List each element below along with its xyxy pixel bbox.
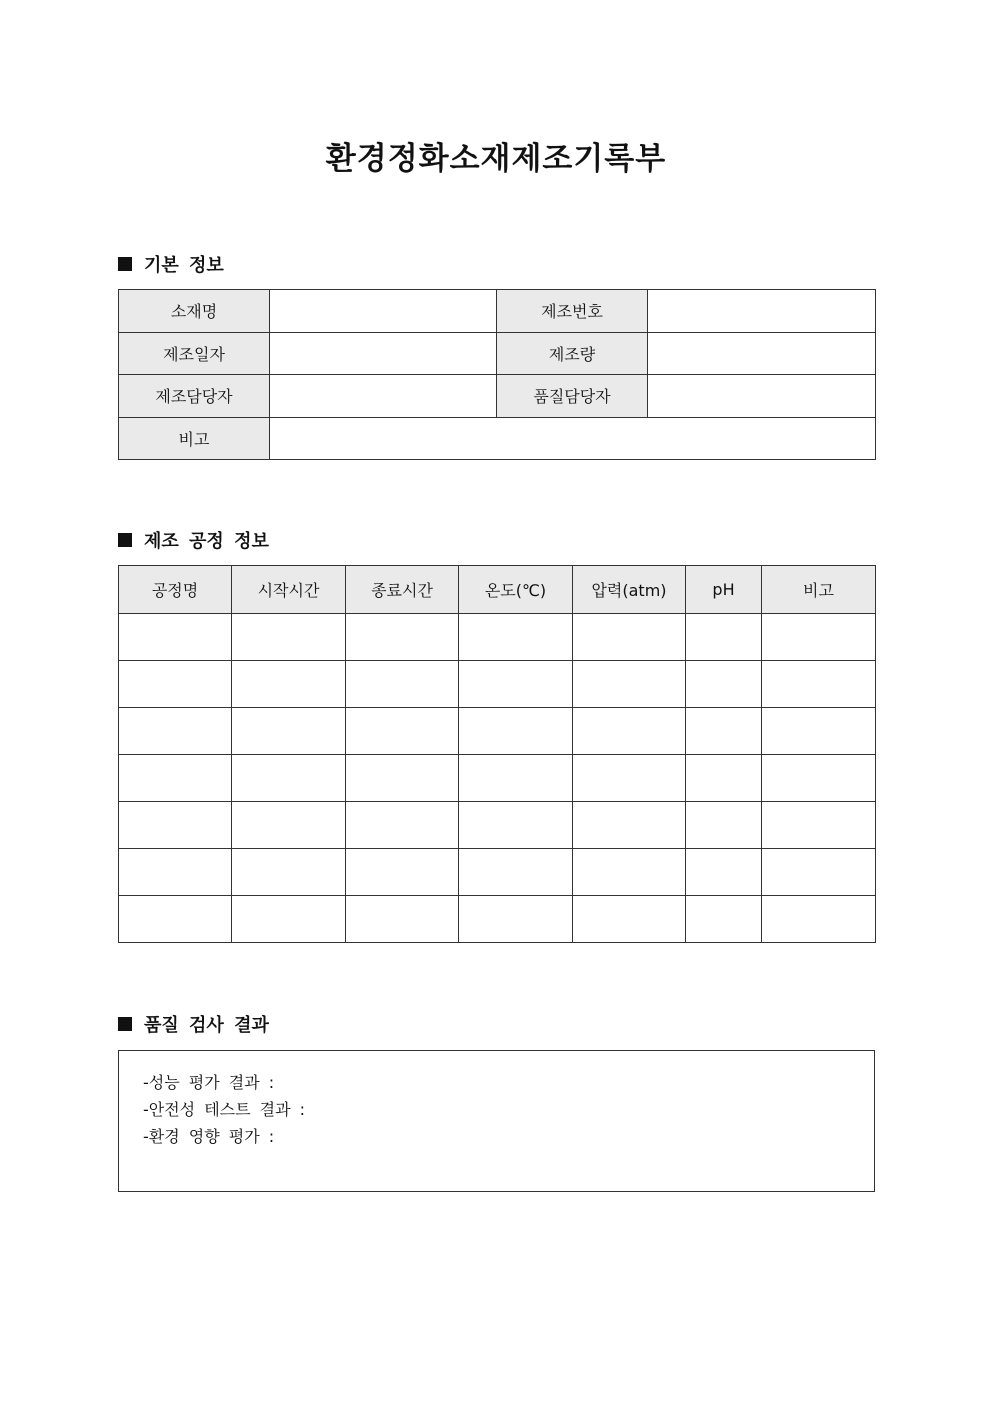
label-batch-number: 제조번호 xyxy=(497,290,648,333)
table-cell[interactable] xyxy=(346,661,459,708)
section-heading-basic-text: 기본 정보 xyxy=(144,255,224,276)
field-remarks[interactable] xyxy=(270,417,876,460)
field-manufacture-date[interactable] xyxy=(270,332,497,375)
table-cell[interactable] xyxy=(346,755,459,802)
label-material-name: 소재명 xyxy=(119,290,270,333)
table-cell[interactable] xyxy=(232,708,346,755)
table-row xyxy=(119,661,876,708)
table-row xyxy=(119,375,876,418)
table-cell[interactable] xyxy=(232,755,346,802)
table-cell[interactable] xyxy=(762,614,876,661)
table-cell[interactable] xyxy=(762,802,876,849)
table-cell[interactable] xyxy=(459,708,573,755)
table-cell[interactable] xyxy=(346,708,459,755)
table-row xyxy=(119,614,876,661)
label-remarks: 비고 xyxy=(119,417,270,460)
field-production-manager[interactable] xyxy=(270,375,497,418)
document-title: 환경정화소재제조기록부 xyxy=(325,141,667,177)
table-row xyxy=(119,417,876,460)
field-quantity[interactable] xyxy=(648,332,876,375)
table-cell[interactable] xyxy=(232,896,346,943)
table-row xyxy=(119,290,876,333)
table-cell[interactable] xyxy=(459,896,573,943)
table-cell[interactable] xyxy=(573,661,686,708)
label-quantity: 제조량 xyxy=(497,332,648,375)
table-cell[interactable] xyxy=(686,614,762,661)
section-heading-process-text: 제조 공정 정보 xyxy=(144,531,269,552)
table-cell[interactable] xyxy=(762,849,876,896)
table-cell[interactable] xyxy=(686,755,762,802)
section-heading-basic xyxy=(118,252,224,276)
basic-info-table xyxy=(118,289,876,460)
process-info-table xyxy=(118,565,876,943)
square-bullet-icon xyxy=(118,1017,132,1031)
label-manufacture-date: 제조일자 xyxy=(119,332,270,375)
table-cell[interactable] xyxy=(346,614,459,661)
table-cell[interactable] xyxy=(232,661,346,708)
quality-line-safety: -안전성 테스트 결과 : xyxy=(143,1100,306,1119)
table-row xyxy=(119,708,876,755)
table-cell[interactable] xyxy=(459,614,573,661)
table-cell[interactable] xyxy=(686,849,762,896)
table-cell[interactable] xyxy=(573,614,686,661)
table-cell[interactable] xyxy=(346,849,459,896)
table-cell[interactable] xyxy=(573,755,686,802)
table-header-row xyxy=(119,566,876,614)
field-material-name[interactable] xyxy=(270,290,497,333)
table-cell[interactable] xyxy=(119,708,232,755)
field-batch-number[interactable] xyxy=(648,290,876,333)
table-cell[interactable] xyxy=(119,896,232,943)
table-cell[interactable] xyxy=(686,661,762,708)
table-cell[interactable] xyxy=(459,661,573,708)
table-cell[interactable] xyxy=(573,802,686,849)
table-cell[interactable] xyxy=(119,755,232,802)
table-cell[interactable] xyxy=(232,614,346,661)
table-cell[interactable] xyxy=(232,802,346,849)
column-header: 종료시간 xyxy=(346,566,459,614)
column-header: 온도(℃) xyxy=(459,566,573,614)
table-cell[interactable] xyxy=(459,802,573,849)
field-quality-manager[interactable] xyxy=(648,375,876,418)
section-heading-quality xyxy=(118,1012,269,1036)
quality-results-box[interactable] xyxy=(118,1050,875,1192)
quality-line-environment: -환경 영향 평가 : xyxy=(143,1127,275,1146)
table-cell[interactable] xyxy=(346,896,459,943)
section-heading-process xyxy=(118,528,269,552)
quality-line-performance: -성능 평가 결과 : xyxy=(143,1073,275,1092)
table-cell[interactable] xyxy=(762,708,876,755)
table-row xyxy=(119,802,876,849)
table-row xyxy=(119,332,876,375)
column-header: 시작시간 xyxy=(232,566,346,614)
table-cell[interactable] xyxy=(119,614,232,661)
table-cell[interactable] xyxy=(346,802,459,849)
label-production-manager: 제조담당자 xyxy=(119,375,270,418)
table-cell[interactable] xyxy=(762,896,876,943)
table-cell[interactable] xyxy=(119,661,232,708)
table-cell[interactable] xyxy=(459,849,573,896)
table-cell[interactable] xyxy=(686,896,762,943)
table-cell[interactable] xyxy=(573,896,686,943)
square-bullet-icon xyxy=(118,257,132,271)
table-row xyxy=(119,755,876,802)
table-row xyxy=(119,849,876,896)
column-header: 공정명 xyxy=(119,566,232,614)
square-bullet-icon xyxy=(118,533,132,547)
table-cell[interactable] xyxy=(119,802,232,849)
table-cell[interactable] xyxy=(573,849,686,896)
section-heading-quality-text: 품질 검사 결과 xyxy=(144,1015,269,1036)
table-row xyxy=(119,896,876,943)
table-cell[interactable] xyxy=(762,661,876,708)
table-cell[interactable] xyxy=(573,708,686,755)
label-quality-manager: 품질담당자 xyxy=(497,375,648,418)
table-cell[interactable] xyxy=(686,708,762,755)
table-cell[interactable] xyxy=(686,802,762,849)
quality-results-lines xyxy=(143,1069,305,1150)
table-cell[interactable] xyxy=(119,849,232,896)
table-cell[interactable] xyxy=(459,755,573,802)
column-header: pH xyxy=(686,566,762,614)
table-cell[interactable] xyxy=(762,755,876,802)
column-header: 압력(atm) xyxy=(573,566,686,614)
table-cell[interactable] xyxy=(232,849,346,896)
column-header: 비고 xyxy=(762,566,876,614)
